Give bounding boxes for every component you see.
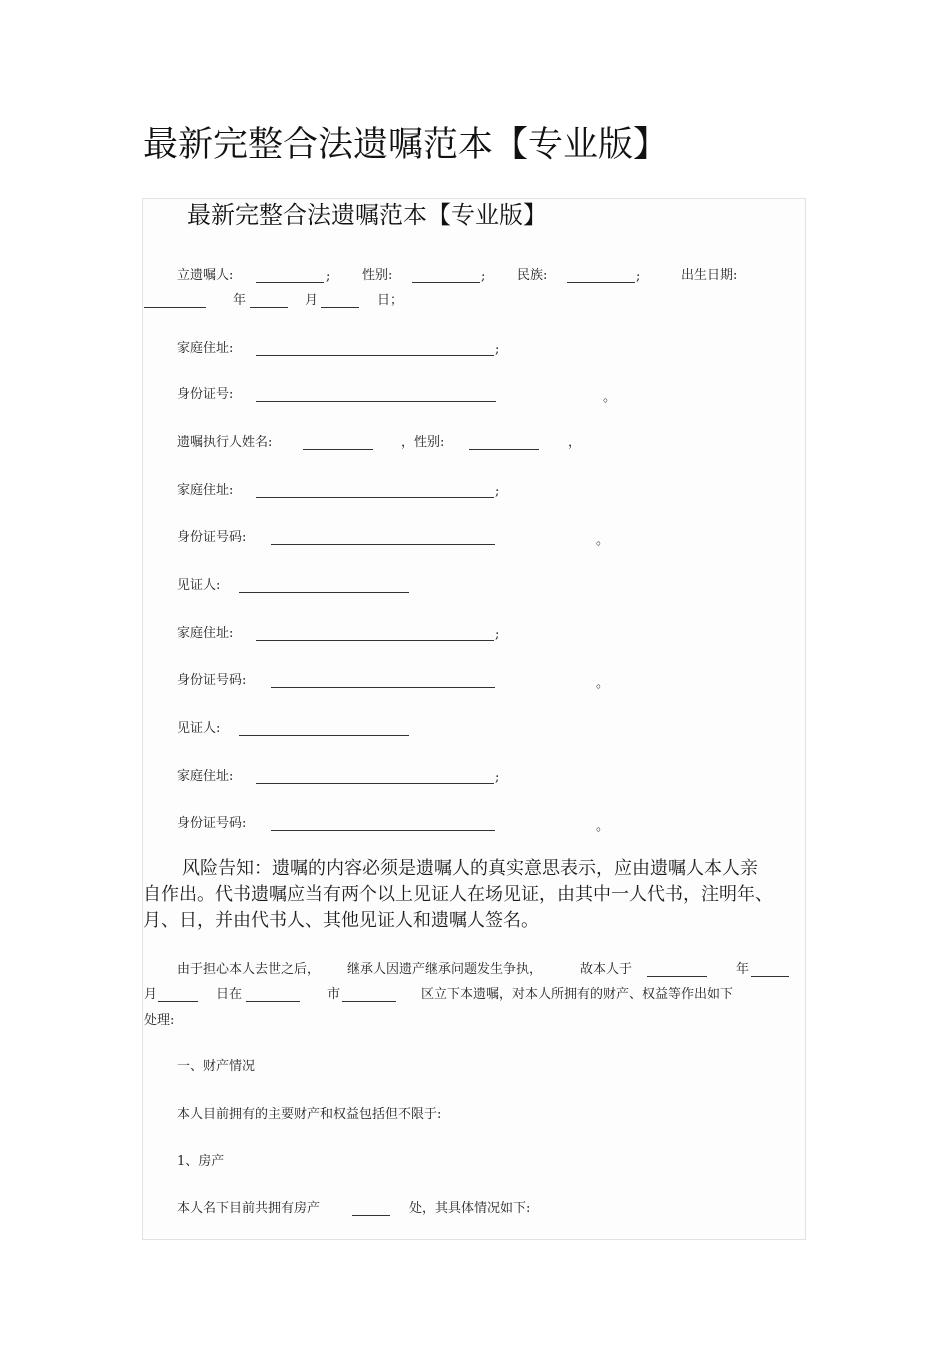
testator-id-blank[interactable] bbox=[256, 389, 496, 402]
testator-address-blank[interactable] bbox=[256, 343, 494, 356]
will-month-blank[interactable] bbox=[751, 964, 789, 977]
executor-address-blank[interactable] bbox=[256, 485, 494, 498]
punct-semicolon: ; bbox=[636, 269, 641, 284]
testator-name-label: 立遗嘱人: bbox=[177, 268, 234, 283]
dob-month-label: 月 bbox=[305, 293, 319, 308]
executor-id-label: 身份证号码: bbox=[177, 530, 247, 545]
testator-address-label: 家庭住址: bbox=[177, 341, 234, 356]
punct-semicolon: ; bbox=[481, 269, 486, 284]
will-day-label: 日在 bbox=[216, 987, 243, 1002]
will-month-label: 月 bbox=[144, 987, 158, 1002]
dob-day-label: 日； bbox=[377, 293, 404, 308]
testator-dob-label: 出生日期: bbox=[681, 268, 738, 283]
witness2-address-label: 家庭住址: bbox=[177, 769, 234, 784]
punct-semicolon: ; bbox=[495, 484, 500, 499]
punct-period: 。 bbox=[603, 390, 617, 405]
will-year-label: 年 bbox=[736, 962, 750, 977]
inner-title: 最新完整合法遗嘱范本【专业版】 bbox=[187, 201, 547, 229]
witness1-address-blank[interactable] bbox=[256, 628, 494, 641]
preamble-text: 处理: bbox=[144, 1013, 175, 1028]
executor-address-label: 家庭住址: bbox=[177, 483, 234, 498]
executor-name-label: 遗嘱执行人姓名: bbox=[177, 435, 273, 450]
house-text: 处，其具体情况如下: bbox=[409, 1201, 531, 1216]
house-text: 本人名下目前共拥有房产 bbox=[177, 1201, 321, 1216]
punct-period: 。 bbox=[596, 819, 610, 834]
testator-gender-label: 性别: bbox=[362, 268, 393, 283]
witness2-name-blank[interactable] bbox=[239, 723, 409, 736]
testator-ethnicity-blank[interactable] bbox=[567, 270, 635, 283]
risk-notice-line: 自作出。代书遗嘱应当有两个以上见证人在场见证，由其中一人代书，注明年、 bbox=[143, 884, 773, 905]
punct-period: 。 bbox=[596, 533, 610, 548]
dob-year-label: 年 bbox=[233, 293, 247, 308]
will-year-blank[interactable] bbox=[647, 964, 707, 977]
witness1-name-blank[interactable] bbox=[239, 580, 409, 593]
document-title: 最新完整合法遗嘱范本【专业版】 bbox=[143, 125, 669, 165]
executor-name-blank[interactable] bbox=[303, 437, 373, 450]
dob-day-blank[interactable] bbox=[321, 295, 359, 308]
risk-notice-line: 风险告知：遗嘱的内容必须是遗嘱人的真实意思表示，应由遗嘱人本人亲 bbox=[182, 858, 758, 879]
punct-semicolon: ; bbox=[495, 770, 500, 785]
house-count-blank[interactable] bbox=[352, 1203, 390, 1216]
punct-semicolon: ; bbox=[326, 269, 331, 284]
testator-id-label: 身份证号: bbox=[177, 387, 234, 402]
preamble-text: 由于担心本人去世之后， bbox=[177, 962, 321, 977]
testator-ethnicity-label: 民族: bbox=[517, 268, 548, 283]
punct-semicolon: ; bbox=[495, 342, 500, 357]
executor-gender-label: ，性别: bbox=[401, 435, 445, 450]
witness2-address-blank[interactable] bbox=[256, 771, 494, 784]
section-intro: 本人目前拥有的主要财产和权益包括但不限于: bbox=[177, 1107, 442, 1122]
will-city-blank[interactable] bbox=[342, 989, 396, 1002]
witness2-id-label: 身份证号码: bbox=[177, 816, 247, 831]
witness2-label: 见证人: bbox=[177, 721, 221, 736]
preamble-text: 继承人因遗产继承问题发生争执， bbox=[347, 962, 543, 977]
item-heading: 1、房产 bbox=[177, 1154, 225, 1169]
witness1-label: 见证人: bbox=[177, 578, 221, 593]
section-heading: 一、财产情况 bbox=[177, 1059, 256, 1074]
preamble-text: 区立下本遗嘱，对本人所拥有的财产、权益等作出如下 bbox=[421, 987, 734, 1002]
punct-comma: ， bbox=[568, 435, 582, 450]
will-day-blank[interactable] bbox=[158, 989, 198, 1002]
executor-id-blank[interactable] bbox=[271, 532, 495, 545]
preamble-text: 故本人于 bbox=[580, 962, 633, 977]
testator-name-blank[interactable] bbox=[256, 270, 324, 283]
witness2-id-blank[interactable] bbox=[271, 818, 495, 831]
will-city-label: 市 bbox=[327, 987, 341, 1002]
punct-semicolon: ; bbox=[495, 627, 500, 642]
testator-gender-blank[interactable] bbox=[412, 270, 480, 283]
risk-notice-line: 月、日，并由代书人、其他见证人和遗嘱人签名。 bbox=[143, 910, 539, 931]
witness1-id-label: 身份证号码: bbox=[177, 673, 247, 688]
witness1-id-blank[interactable] bbox=[271, 675, 495, 688]
executor-gender-blank[interactable] bbox=[469, 437, 539, 450]
dob-year-blank[interactable] bbox=[144, 295, 206, 308]
punct-period: 。 bbox=[596, 676, 610, 691]
will-place-blank[interactable] bbox=[246, 989, 300, 1002]
dob-month-blank[interactable] bbox=[250, 295, 288, 308]
witness1-address-label: 家庭住址: bbox=[177, 626, 234, 641]
